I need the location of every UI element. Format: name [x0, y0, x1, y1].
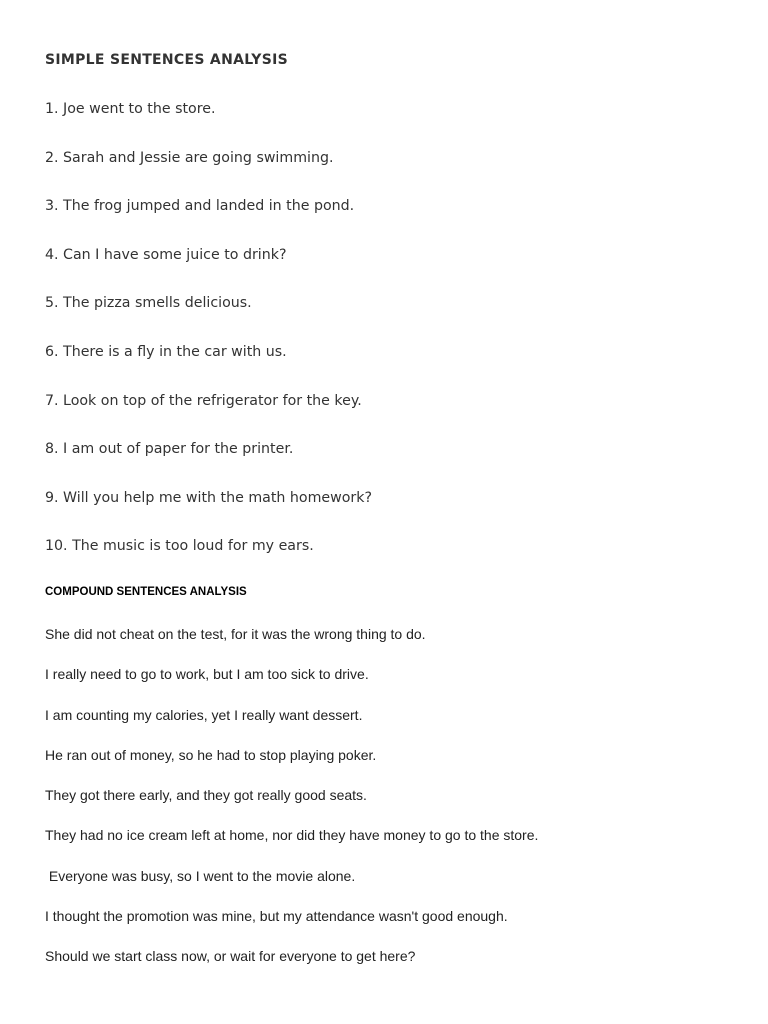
simple-sentence: 1. Joe went to the store.: [45, 101, 216, 117]
simple-sentence: 6. There is a fly in the car with us.: [45, 343, 287, 360]
simple-sentences-heading: SIMPLE SENTENCES ANALYSIS: [45, 52, 288, 68]
simple-sentence: 3. The frog jumped and landed in the pond.: [45, 198, 355, 215]
compound-sentence: Should we start class now, or wait for everyone to get here?: [45, 948, 416, 965]
simple-sentence: 8. I am out of paper for the printer.: [45, 441, 294, 458]
compound-sentence: Everyone was busy, so I went to the movie alone.: [45, 867, 356, 884]
simple-sentence: 5. The pizza smells delicious.: [45, 295, 252, 312]
compound-sentence: They had no ice cream left at home, nor did they have money to go to the store.: [45, 827, 539, 844]
compound-sentences-heading: COMPOUND SENTENCES ANALYSIS: [45, 586, 247, 598]
compound-sentence: She did not cheat on the test, for it was the wrong thing to do.: [45, 626, 426, 642]
simple-sentence: 9. Will you help me with the math homework?: [45, 489, 372, 506]
compound-sentence: I am counting my calories, yet I really want dessert.: [45, 706, 363, 723]
simple-sentences-list: [45, 100, 372, 586]
compound-sentence: He ran out of money, so he had to stop playing poker.: [45, 746, 377, 763]
simple-sentence: 10. The music is too loud for my ears.: [45, 538, 314, 555]
compound-sentences-list: [45, 626, 538, 989]
compound-sentence: I really need to go to work, but I am too sick to drive.: [45, 666, 369, 683]
simple-sentence: 7. Look on top of the refrigerator for the key.: [45, 392, 362, 409]
simple-sentence: 4. Can I have some juice to drink?: [45, 246, 287, 263]
compound-sentence: I thought the promotion was mine, but my attendance wasn't good enough.: [45, 908, 508, 925]
compound-sentence: They got there early, and they got really good seats.: [45, 787, 367, 804]
simple-sentence: 2. Sarah and Jessie are going swimming.: [45, 149, 334, 166]
